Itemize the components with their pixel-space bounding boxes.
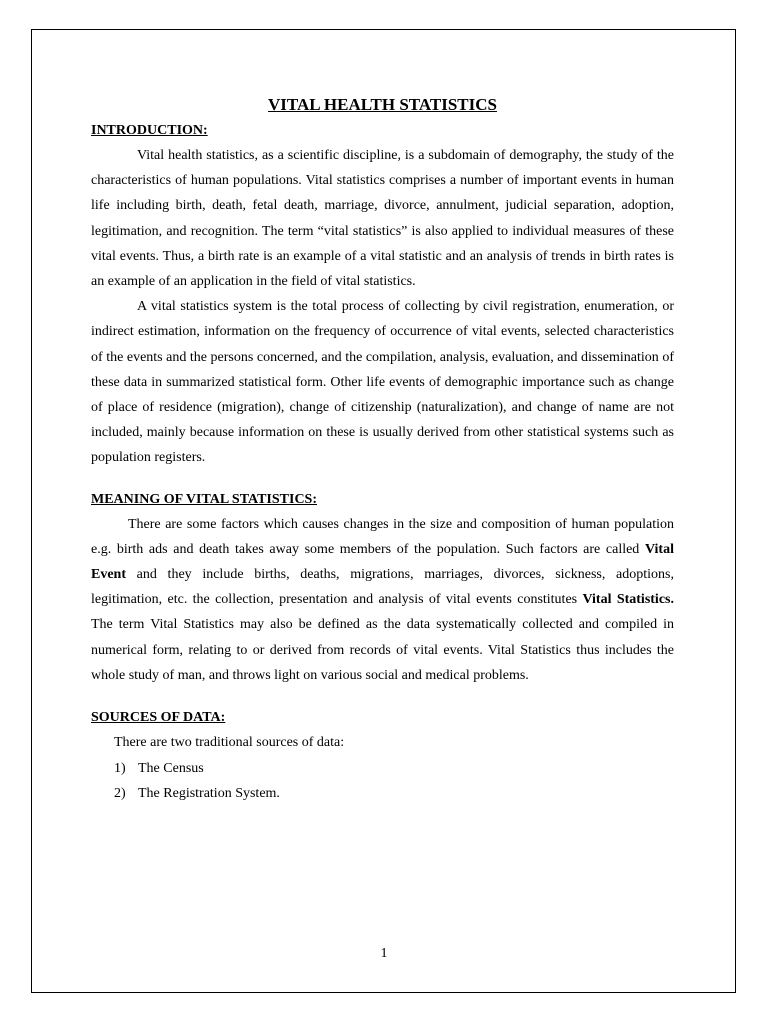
meaning-text-3: The term Vital Statistics may also be defined as the data systematically collected and compiled in numerical form, relating to or derived from records of vital events. Vital Statistics thus includes the whole study of man, and throws light on various social and medical problems.: [91, 617, 674, 683]
list-item: [114, 781, 674, 807]
document-body: [91, 92, 674, 807]
sources-heading: SOURCES OF DATA:: [91, 710, 226, 726]
introduction-paragraph-1: Vital health statistics, as a scientific discipline, is a subdomain of demography, the study of the characteristics of human populations. Vital statistics comprises a number of important events in human life including birth, death, fetal death, marriage, divorce, annulment, judicial separation, adoption, legitimation, and recognition. The term “vital statistics” is also applied to individual measures of these vital events. Thus, a birth rate is an example of a vital statistic and an analysis of trends in birth rates is an example of an application in the field of vital statistics.: [91, 148, 674, 290]
vital-statistics-term: Vital Statistics.: [582, 592, 674, 608]
meaning-text-2: and they include births, deaths, migrations, marriages, divorces, sickness, adoptions, legitimation, etc. the collection, presentation and analysis of vital events constitutes: [91, 567, 674, 608]
page-number: 1: [380, 946, 388, 961]
introduction-paragraph-2: A vital statistics system is the total process of collecting by civil registration, enumeration, or indirect estimation, information on the frequency of occurrence of vital events, selected characteristics of the events and the persons concerned, and the compilation, analysis, evaluation, and dissemination of these data in summarized statistical form. Other life events of demographic importance such as change of place of residence (migration), change of citizenship (naturalization), and change of name are not included, mainly because information on these is usually derived from other statistical systems such as population registers.: [91, 299, 674, 466]
introduction-heading: INTRODUCTION:: [91, 123, 208, 138]
list-item-number: 1): [114, 760, 126, 776]
document-title: VITAL HEALTH STATISTICS: [268, 95, 497, 114]
sources-intro: There are two traditional sources of data:: [114, 735, 345, 751]
meaning-text-1: There are some factors which causes changes in the size and composition of human population e.g. birth ads and death takes away some members of the population. Such factors are called: [91, 516, 674, 557]
list-item: [114, 756, 674, 782]
list-item-number: 2): [114, 786, 126, 802]
sources-list: [91, 756, 674, 807]
list-item-label: The Registration System.: [138, 786, 280, 802]
list-item-label: The Census: [138, 760, 204, 776]
vital-event-term: Vital Event: [91, 541, 674, 583]
meaning-heading: MEANING OF VITAL STATISTICS:: [91, 491, 317, 507]
meaning-paragraph: [91, 512, 674, 688]
